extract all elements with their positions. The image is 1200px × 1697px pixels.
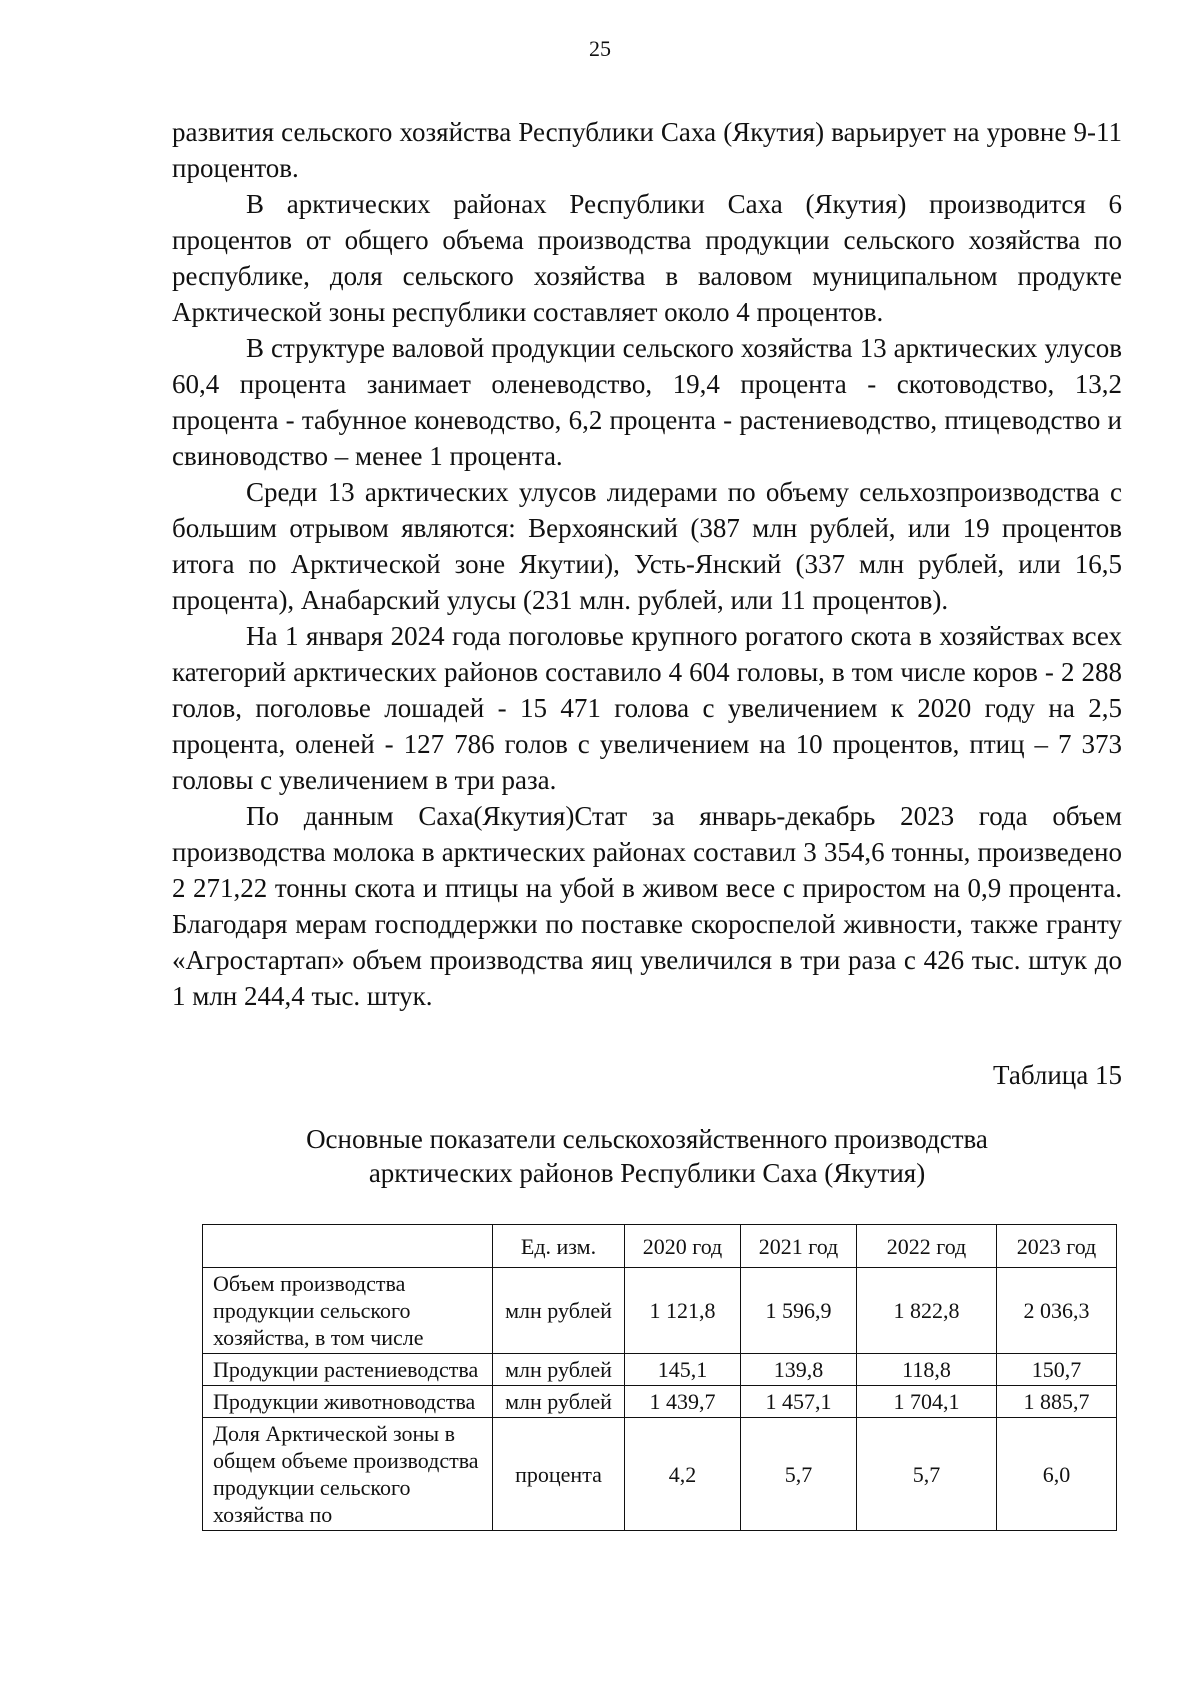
header-indicator <box>203 1225 493 1268</box>
header-unit: Ед. изм. <box>493 1225 625 1268</box>
cell-2021: 1 457,1 <box>741 1386 857 1418</box>
table-title <box>172 1122 1122 1190</box>
cell-2020: 1 121,8 <box>625 1268 741 1354</box>
cell-2021: 139,8 <box>741 1354 857 1386</box>
header-2021: 2021 год <box>741 1225 857 1268</box>
row-unit: процента <box>493 1418 625 1531</box>
cell-2020: 145,1 <box>625 1354 741 1386</box>
cell-2023: 1 885,7 <box>997 1386 1117 1418</box>
cell-2023: 150,7 <box>997 1354 1117 1386</box>
paragraph-5: На 1 января 2024 года поголовье крупного рогатого скота в хозяйствах всех категорий арктических районов составило 4 604 головы, в том числе коров - 2 288 голов, поголовье лошадей - 15 471 голова с увеличением к 2020 году на 2,5 процента, оленей - 127 786 голов с увеличением на 10 процентов, птиц – 7 373 головы с увеличением в три раза. <box>172 621 1122 795</box>
paragraph-4: Среди 13 арктических улусов лидерами по объему сельхозпроизводства с большим отрывом являются: Верхоянский (387 млн рублей, или 19 процентов итога по Арктической зоне Якутии), Усть-Янский (337 млн рублей, или 16,5 процента), Анабарский улусы (231 млн. рублей, или 11 процентов). <box>172 477 1122 615</box>
row-unit: млн рублей <box>493 1268 625 1354</box>
paragraph-6: По данным Саха(Якутия)Стат за январь-декабрь 2023 года объем производства молока в арктических районах составил 3 354,6 тонны, произведено 2 271,22 тонны скота и птицы на убой в живом весе с приростом на 0,9 процента. Благодаря мерам господдержки по поставке скороспелой живности, также гранту «Агростартап» объем производства яиц увеличился в три раза с 426 тыс. штук до 1 млн 244,4 тыс. штук. <box>172 801 1122 1011</box>
page-number: 25 <box>589 36 611 61</box>
cell-2022: 118,8 <box>857 1354 997 1386</box>
table-title-line-1: Основные показатели сельскохозяйственного производства <box>306 1124 988 1154</box>
table-row <box>203 1418 1117 1531</box>
table-header-row <box>203 1225 1117 1268</box>
header-2020: 2020 год <box>625 1225 741 1268</box>
table-caption: Таблица 15 <box>993 1060 1122 1090</box>
cell-2022: 1 822,8 <box>857 1268 997 1354</box>
header-2022: 2022 год <box>857 1225 997 1268</box>
table-title-line-2: арктических районов Республики Саха (Якутия) <box>368 1158 926 1188</box>
row-label: Доля Арктической зоны в общем объеме производства продукции сельского хозяйства по <box>203 1418 493 1531</box>
cell-2022: 1 704,1 <box>857 1386 997 1418</box>
body-text <box>172 114 1122 1014</box>
row-label: Продукции животноводства <box>203 1386 493 1418</box>
row-unit: млн рублей <box>493 1354 625 1386</box>
cell-2021: 1 596,9 <box>741 1268 857 1354</box>
cell-2023: 6,0 <box>997 1418 1117 1531</box>
cell-2020: 4,2 <box>625 1418 741 1531</box>
table-row <box>203 1354 1117 1386</box>
row-label: Объем производства продукции сельского хозяйства, в том числе <box>203 1268 493 1354</box>
cell-2022: 5,7 <box>857 1418 997 1531</box>
header-2023: 2023 год <box>997 1225 1117 1268</box>
paragraph-1: развития сельского хозяйства Республики Саха (Якутия) варьирует на уровне 9-11 процентов. <box>172 117 1122 183</box>
row-unit: млн рублей <box>493 1386 625 1418</box>
cell-2020: 1 439,7 <box>625 1386 741 1418</box>
table-row <box>203 1268 1117 1354</box>
row-label: Продукции растениеводства <box>203 1354 493 1386</box>
paragraph-3: В структуре валовой продукции сельского хозяйства 13 арктических улусов 60,4 процента занимает оленеводство, 19,4 процента - скотоводство, 13,2 процента - табунное коневодство, 6,2 процента - растениеводство, птицеводство и свиноводство – менее 1 процента. <box>172 333 1122 471</box>
cell-2021: 5,7 <box>741 1418 857 1531</box>
cell-2023: 2 036,3 <box>997 1268 1117 1354</box>
table-row <box>203 1386 1117 1418</box>
paragraph-2: В арктических районах Республики Саха (Якутия) производится 6 процентов от общего объема производства продукции сельского хозяйства по республике, доля сельского хозяйства в валовом муниципальном продукте Арктической зоны республики составляет около 4 процентов. <box>172 189 1122 327</box>
indicators-table <box>202 1224 1117 1531</box>
